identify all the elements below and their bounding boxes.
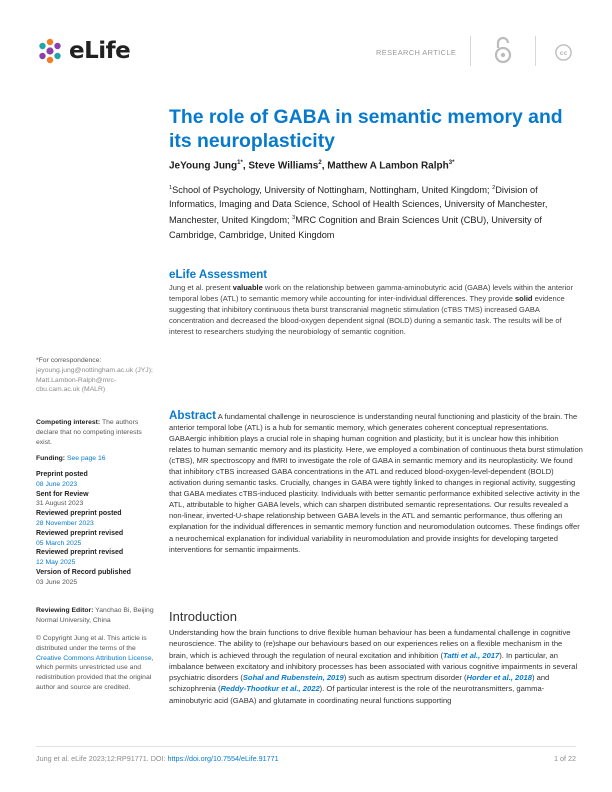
publication-history bbox=[36, 470, 154, 588]
elife-logo-icon bbox=[36, 37, 64, 65]
intro-part: ). Of particular interest is the role of the neurotransmitters, gamma-aminobutyric acid (GABA) and glutamate in coordinating neural functions supporting bbox=[169, 684, 545, 705]
assessment-part: Jung et al. present bbox=[169, 283, 233, 292]
assessment-keyword: valuable bbox=[232, 283, 263, 292]
assessment-part: work on the relationship between gamma-aminobutyric acid (GABA) levels within the anterior temporal lobes (ATL) to semantic memory while accounting for inter-individual differences. They provide bbox=[169, 283, 573, 304]
citation-link[interactable]: Tatti et al., 2017 bbox=[442, 650, 500, 660]
footer-citation-text: Jung et al. eLife 2023;12:RP91771. DOI: bbox=[36, 754, 168, 763]
copyright-block bbox=[36, 634, 154, 693]
correspondence-emails[interactable]: jeyoung.jung@nottingham.ac.uk (JYJ); Matt.Lambon-Ralph@mrc-cbu.cam.ac.uk (MALR) bbox=[36, 366, 153, 394]
reviewing-editor-text: Yanchao Bi, Beijing Normal University, China bbox=[36, 607, 154, 624]
funding-label: Funding: bbox=[36, 455, 66, 462]
history-date-link[interactable]: 08 June 2023 bbox=[36, 480, 78, 488]
funding-block bbox=[36, 454, 154, 464]
history-date: 31 August 2023 bbox=[36, 500, 84, 508]
affiliation-number: 1 bbox=[169, 185, 173, 191]
page-number: 1 of 22 bbox=[554, 754, 576, 763]
copyright-text: © Copyright Jung et al. This article is distributed under the terms of the bbox=[36, 635, 147, 652]
footer-divider bbox=[36, 746, 576, 747]
author-marks: 1* bbox=[237, 160, 243, 166]
intro-part: ). In particular, an imbalance between excitatory and inhibitory processes has been associated with various cognitive impairments in several psychiatric disorders ( bbox=[169, 650, 578, 683]
history-label: Reviewed preprint revised bbox=[36, 529, 124, 537]
author-name[interactable]: JeYoung Jung bbox=[169, 160, 238, 172]
article-type: RESEARCH ARTICLE bbox=[376, 48, 457, 57]
intro-part: ) such as autism spectrum disorder ( bbox=[343, 673, 467, 683]
intro-part: ) and schizophrenia ( bbox=[169, 673, 550, 694]
logo-wordmark: eLife bbox=[69, 38, 131, 64]
svg-text:cc: cc bbox=[559, 49, 568, 57]
history-label: Version of Record published bbox=[36, 568, 131, 576]
author-marks: 2 bbox=[318, 160, 322, 166]
affiliation-number: 2 bbox=[492, 185, 496, 191]
article-title: The role of GABA in semantic memory and its neuroplasticity bbox=[169, 106, 563, 152]
author-marks: 3* bbox=[448, 160, 455, 166]
history-label: Preprint posted bbox=[36, 471, 88, 478]
history-date-link[interactable]: 12 May 2025 bbox=[36, 559, 76, 567]
affiliation-text: School of Psychology, University of Nottingham, Nottingham, United Kingdom; bbox=[172, 185, 493, 196]
history-label: Reviewed preprint revised bbox=[36, 549, 124, 557]
citation-link[interactable]: Reddy-Thootkur et al., 2022 bbox=[220, 684, 320, 694]
assessment-text bbox=[169, 282, 583, 337]
copyright-text: , which permits unrestricted use and redistribution provided that the original author and source are credited. bbox=[36, 654, 154, 691]
funding-link[interactable]: See page 16 bbox=[65, 455, 106, 462]
abstract bbox=[169, 410, 583, 555]
intro-part: Understanding how the brain functions to drive flexible human behaviour has been a fundamental challenge in cognitive neuroscience. The ability to (re)shape our behaviours based on our experiences relies on a flexible mechanism in the brain, which is achieved through the regulation of neural excitation and inhibition ( bbox=[169, 628, 571, 660]
reviewing-editor-label: Reviewing Editor: bbox=[36, 607, 94, 614]
elife-logo[interactable] bbox=[36, 36, 141, 66]
header-divider bbox=[470, 36, 471, 66]
assessment-part: evidence suggesting that inhibitory continuous theta burst transcranial magnetic stimulation (cTBS TMS) increased GABA concentration and decreased the blood-oxygen dependent signal (BOLD) during a semantic task. The results will be of interest to researchers studying the neurobiology of semantic cognition. bbox=[169, 294, 565, 337]
author-name[interactable]: Matthew A Lambon Ralph bbox=[327, 160, 449, 172]
affiliation-text: MRC Cognition and Brain Sciences Unit (CBU), University of Cambridge, Cambridge, United Kingdom bbox=[169, 215, 542, 240]
footer-citation bbox=[36, 754, 279, 763]
history-date-link[interactable]: 28 November 2023 bbox=[36, 519, 94, 527]
author-list: JeYoung Jung$^{1*}$, Steve Williams$^2$, Matthew A Lambon Ralph$^{3*}$ bbox=[169, 160, 455, 172]
history-label: Reviewed preprint posted bbox=[36, 510, 122, 518]
competing-interest-text: The authors declare that no competing interests exist. bbox=[36, 419, 142, 446]
author-name[interactable]: Steve Williams bbox=[248, 160, 319, 172]
assessment-heading: eLife Assessment bbox=[169, 268, 268, 281]
history-date-link[interactable]: 05 March 2025 bbox=[36, 539, 82, 547]
introduction-text bbox=[169, 627, 583, 706]
introduction-heading: Introduction bbox=[169, 609, 237, 624]
citation-link[interactable]: Sohal and Rubenstein, 2019 bbox=[242, 673, 344, 683]
affiliation-text: Division of Informatics, Imaging and Data Science, School of Health Sciences, University of Manchester, Manchester, United Kingdom; bbox=[169, 185, 548, 226]
doi-link[interactable]: https://doi.org/10.7554/eLife.91771 bbox=[167, 754, 279, 763]
open-access-icon[interactable] bbox=[493, 36, 513, 64]
abstract-text: A fundamental challenge in neuroscience is understanding neural functioning and plasticity of the brain. The anterior temporal lobe (ATL) is a hub for semantic memory, which generates coherent conceptual representations. GABAergic inhibition plays a crucial role in shaping human cognition and plasticity, but it is unclear how this inhibition relates to human semantic memory and its plasticity. Here, we employed a combination of continuous theta burst stimulation (cTBS), MR spectroscopy and fMRI to investigate the role of GABA in semantic memory and its neuroplasticity. We found that inhibitory cTBS increased GABA concentrations in the ATL and reduced blood-oxygen-level-dependent (BOLD) activation during semantic tasks. Crucially, changes in GABA were tightly linked to changes in regional activity, suggesting that GABA mediates cTBS-induced plasticity. Individuals with better semantic performance exhibited selective activity in the ATL, attributable to higher GABA levels, which can sharpen distributed semantic representations. Our results revealed a non-linear, inverted-U-shape relationship between GABA levels in the ATL and semantic performance, thus offering an explanation for the individual differences in semantic memory function and neuromodulation outcomes. These findings offer a neurochemical explanation for individual variability in neuromodulation and provide insights for developing targeted interventions for semantic impairments. bbox=[169, 412, 583, 554]
citation-link[interactable]: Horder et al., 2018 bbox=[466, 673, 532, 683]
competing-interest-label: Competing interest: bbox=[36, 419, 101, 426]
correspondence-block bbox=[36, 356, 154, 395]
affiliation-number: 3 bbox=[292, 215, 296, 222]
reviewing-editor-block bbox=[36, 606, 154, 626]
header-divider bbox=[535, 36, 536, 66]
history-date: 03 June 2025 bbox=[36, 578, 78, 586]
creative-commons-icon[interactable] bbox=[555, 44, 572, 61]
history-label: Sent for Review bbox=[36, 490, 89, 498]
license-link[interactable]: Creative Commons Attribution License bbox=[36, 654, 152, 662]
correspondence-label: *For correspondence: bbox=[36, 357, 102, 364]
assessment-keyword: solid bbox=[515, 294, 533, 304]
affiliations bbox=[169, 181, 579, 242]
abstract-heading: Abstract bbox=[169, 409, 217, 422]
competing-interest-block bbox=[36, 418, 154, 447]
